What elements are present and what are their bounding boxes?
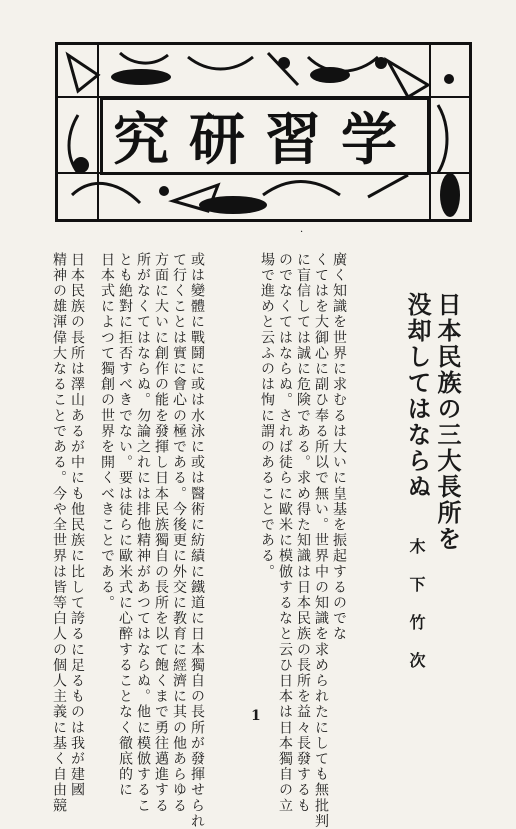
paragraph-1-line-1: 廣く知識を世界に求むるは大いに皇基を振起するのでな xyxy=(331,252,347,642)
paragraph-2-line-1: 或は變體に戰鬪に或は水泳に或は醫術に紡績に鐵道に日本獨自の長所が發揮せられ xyxy=(189,252,205,829)
paragraph-1-line-4: のでなくてはならぬ。されば徒らに歐米に模倣するなと云ひ日本は日本獨自の立 xyxy=(277,252,293,814)
paragraph-1-line-3: に盲信しては誠に危険である。求め得た知識は日本民族の長所を益々長發するも xyxy=(295,252,311,814)
paragraph-2-line-4: 所がなくてはならぬ。勿論之れには排他精神があつてはならぬ。他に模倣するこ xyxy=(135,252,151,814)
paragraph-3-line-2: 精神の雄渾偉大なることである。今や全世界は皆等白人の個人主義に基く自由競 xyxy=(51,252,67,814)
title-box xyxy=(100,97,430,175)
article-title xyxy=(402,292,462,552)
publication-title: 学習研究 xyxy=(113,108,417,173)
paragraph-3-line-1: 日本民族の長所は澤山あるが中にも他民族に比して誇るに足るものは我が建國 xyxy=(69,252,85,798)
author-name: 木下竹次 xyxy=(407,538,426,690)
paragraph-2-line-2: て行くことは實に會心の極である。今後更に外交に教育に經濟に其の他あらゆる xyxy=(171,252,187,814)
title-banner xyxy=(55,42,472,222)
paragraph-2 xyxy=(98,252,206,829)
article-title-line-2: 没却してはならぬ xyxy=(403,292,432,500)
paragraph-2-line-5: とも絶對に拒否すべきでない。要は徒らに歐米式に心醉することなく徹底的に xyxy=(117,252,133,798)
page-number: 1 xyxy=(251,708,261,724)
separator-dot: · xyxy=(300,227,304,238)
article-title-line-1: 日本民族の三大長所を xyxy=(433,292,462,552)
paragraph-2-line-3: 方面に大いに創作の能を發揮し日本民族獨自の長所を以て飽くまで勇往邁進する xyxy=(153,252,169,814)
paragraph-2-line-6: 日本式によつて獨創の世界を開くべきことである。 xyxy=(99,252,115,611)
paragraph-1 xyxy=(258,252,348,829)
paragraph-1-line-5: 場で進めと云ふのは恂に謂のあることである。 xyxy=(259,252,275,580)
paragraph-3 xyxy=(50,252,86,814)
paragraph-1-line-2: くてはを大御心に副ひ奉る所以で無い。世界中の知識を求められたにしても無批判 xyxy=(313,252,329,829)
